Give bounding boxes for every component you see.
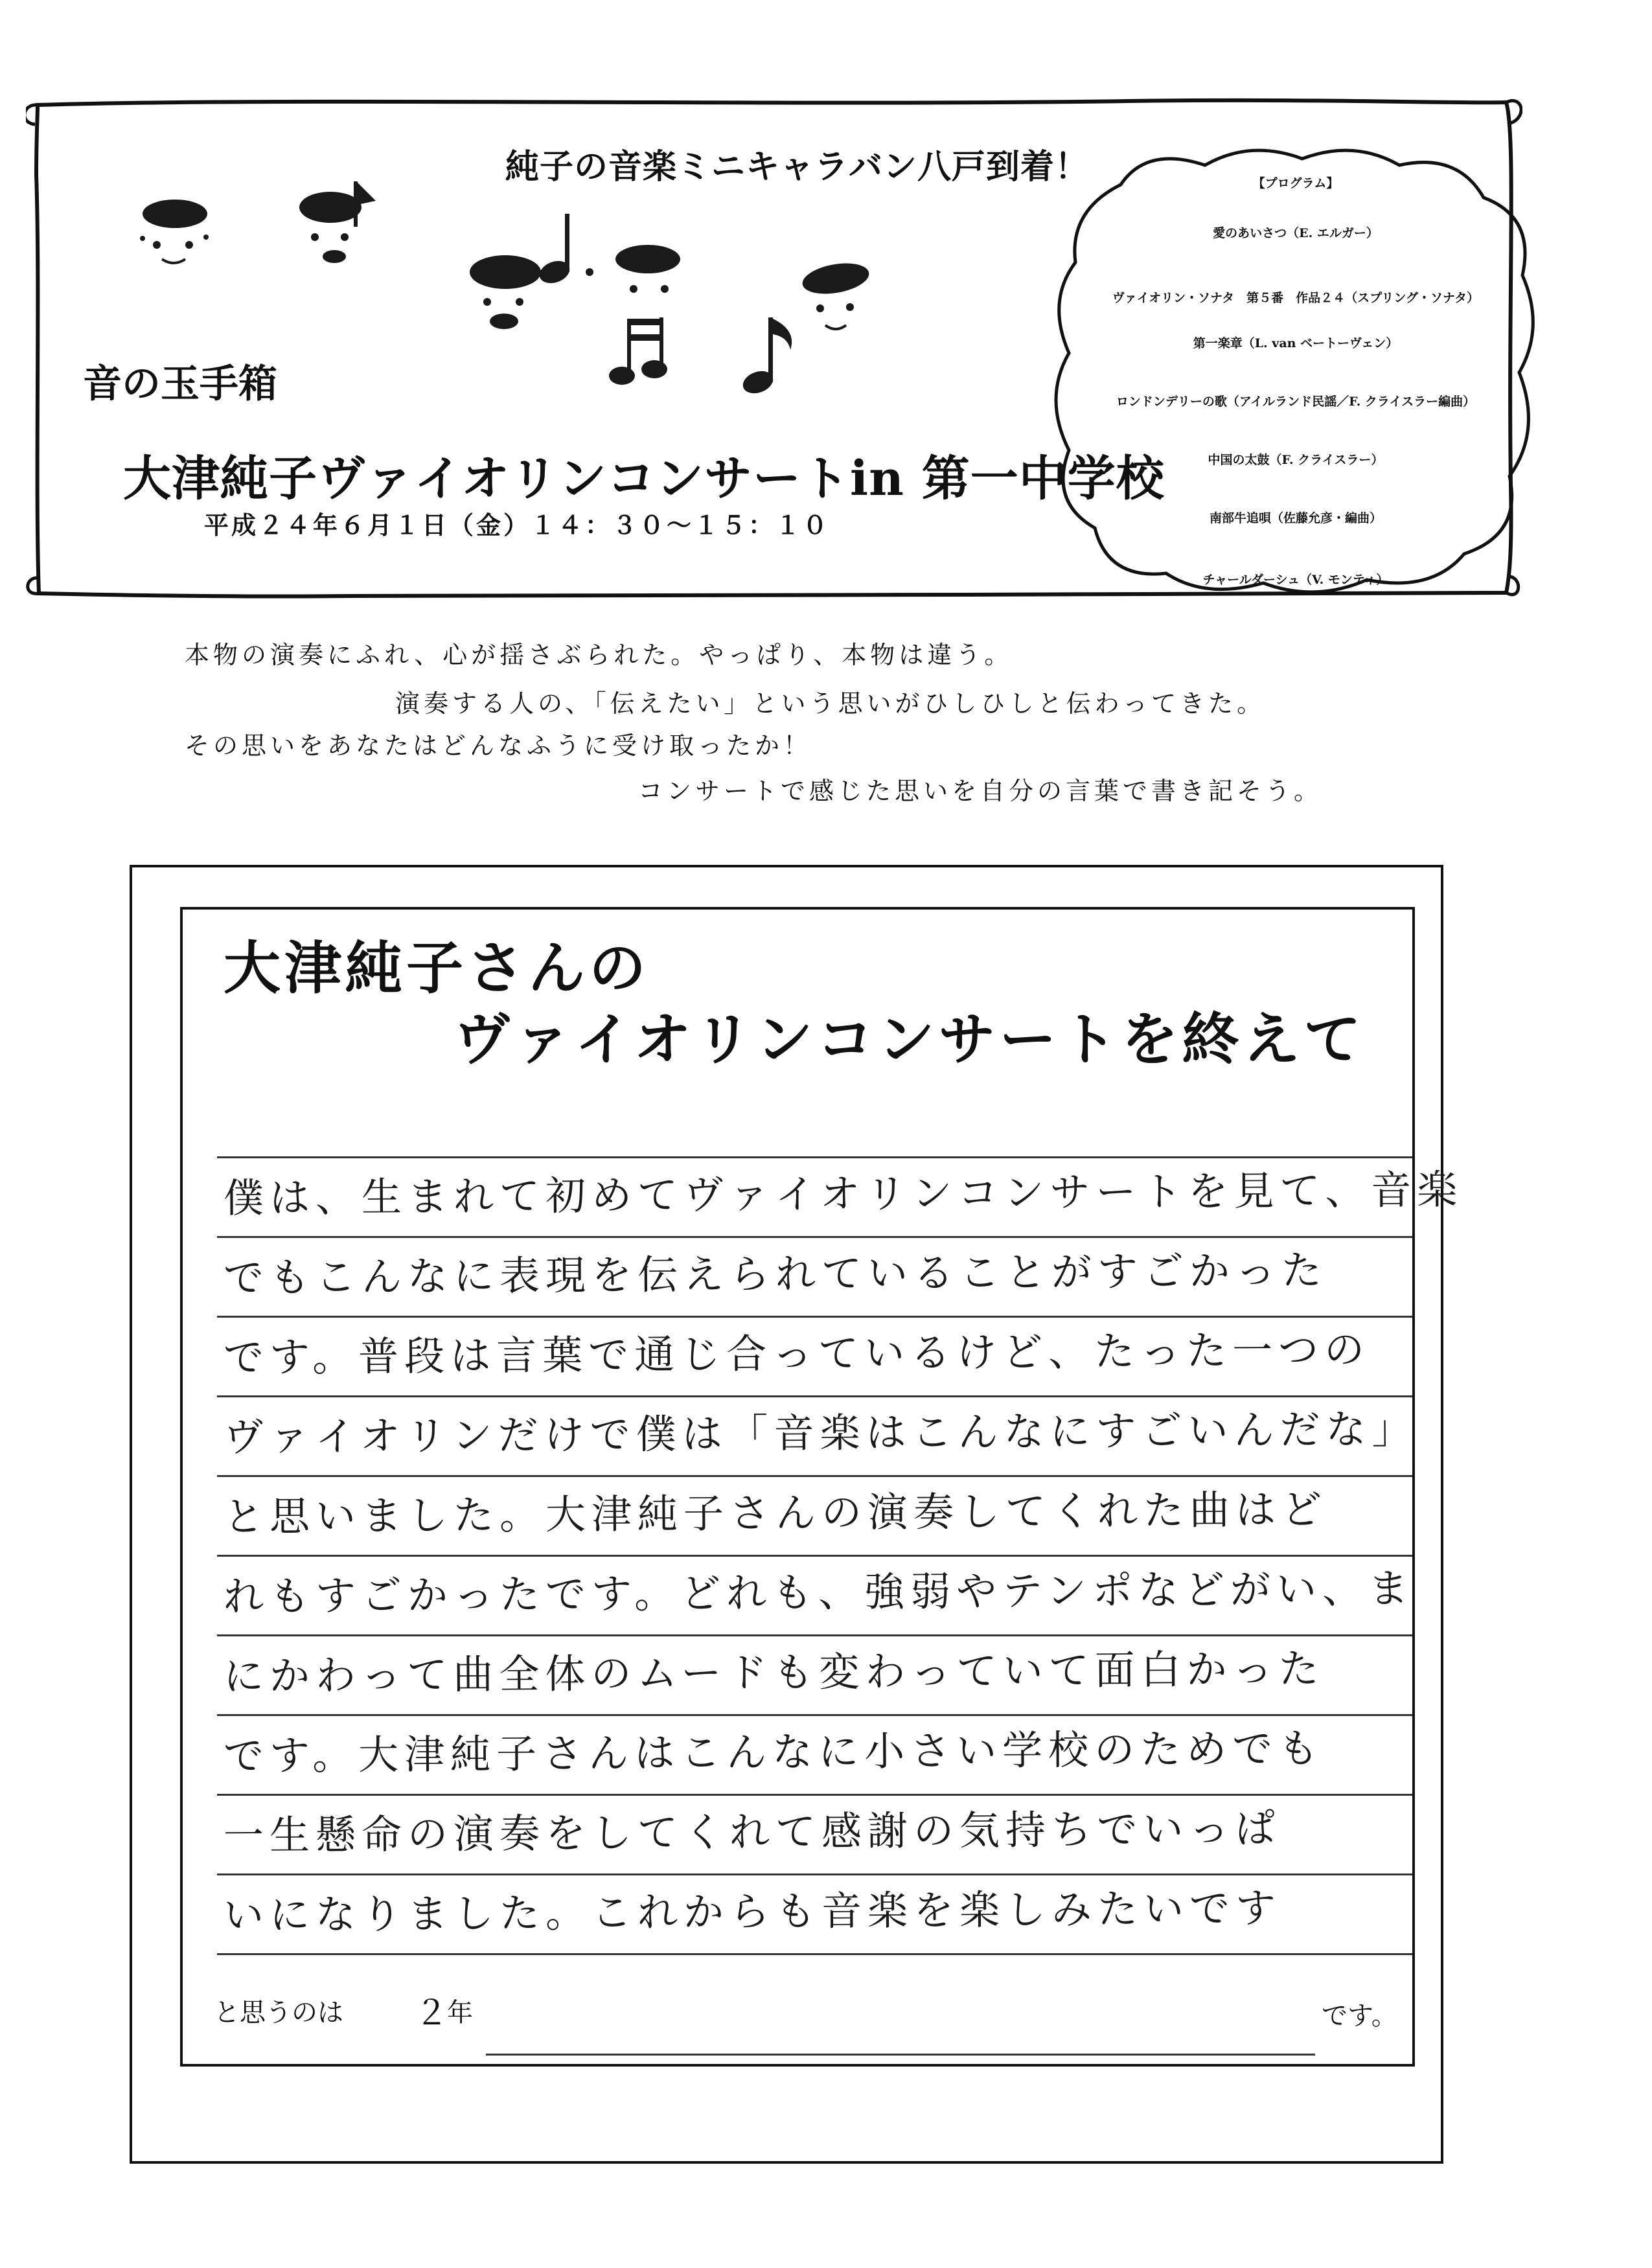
music-note-2-icon [609, 317, 667, 385]
grade-unit: 年 [447, 1998, 473, 2028]
ruled-line [217, 1316, 1412, 1318]
child-face-3 [470, 255, 541, 329]
handwritten-line: いになりました。これからも音楽を楽しみたいです [223, 1886, 1282, 1938]
intro-line: 本物の演奏にふれ、心が揺さぶられた。やっぱり、本物は違う。 [185, 641, 1013, 669]
program-item: チャールダーシュ（V. モンティ） [1202, 573, 1389, 587]
music-note-1-icon [536, 214, 593, 287]
series-title: 音の玉手箱 [83, 361, 277, 407]
handwritten-line: でもこんなに表現を伝えられていることがすごかった [223, 1249, 1328, 1301]
footer-prefix: と思うのは [214, 1998, 343, 2028]
ruled-line [217, 1555, 1412, 1557]
form-title-line2: ヴァイオリンコンサートを終えて [453, 1006, 1365, 1073]
ruled-line [217, 1236, 1412, 1238]
handwritten-line: にかわって曲全体のムードも変わっていて面白かった [223, 1647, 1325, 1699]
grade-value: ２ [415, 1995, 449, 2032]
music-note-3-icon [740, 317, 792, 397]
child-face-5 [800, 258, 871, 329]
program-item: 愛のあいさつ（E. エルガー） [1213, 226, 1379, 240]
ruled-line [217, 1953, 1412, 1955]
child-face-2 [299, 181, 376, 263]
handwritten-line: ヴァイオリンだけで僕は「音楽はこんなにすごいんだな」 [223, 1408, 1418, 1460]
form-title-line1: 大津純子さんの [224, 935, 650, 1002]
program-item: ロンドンデリーの歌（アイルランド民謡／F. クライスラー編曲） [1116, 395, 1476, 409]
intro-line: その思いをあなたはどんなふうに受け取ったか！ [185, 731, 812, 760]
handwritten-line: です。普段は言葉で通じ合っているけど、たった一つの [223, 1328, 1371, 1380]
program-item: 南部牛追唄（佐藤允彦・編曲） [1209, 511, 1382, 525]
intro-line: コンサートで感じた思いを自分の言葉で書き記そう。 [638, 777, 1323, 805]
ruled-line [217, 1475, 1412, 1477]
handwritten-line: です。大津純子さんはこんなに小さい学校のためでも [223, 1727, 1325, 1779]
program-item: 中国の太鼓（F. クライスラー） [1208, 453, 1384, 467]
program-cloud-frame [1043, 139, 1545, 602]
ruled-line [217, 1714, 1412, 1716]
child-face-1 [140, 200, 209, 263]
ruled-line [217, 1634, 1412, 1636]
program-heading: 【プログラム】 [1252, 176, 1339, 190]
name-underline [486, 2054, 1315, 2056]
concert-title: 大津純子ヴァイオリンコンサートin 第一中学校 [123, 451, 1165, 507]
ruled-line [217, 1156, 1412, 1158]
program-item: ヴァイオリン・ソナタ 第５番 作品２４（スプリング・ソナタ） [1112, 291, 1480, 305]
child-face-4 [615, 245, 680, 293]
intro-line: 演奏する人の、「伝えたい」という思いがひしひしと伝わってきた。 [395, 689, 1266, 718]
footer-suffix: です。 [1322, 2001, 1397, 2031]
event-title: 純子の音楽ミニキャラバン八戸到着！ [505, 147, 1090, 187]
stamped-faces-illustration [117, 175, 1024, 434]
ruled-line [217, 1794, 1412, 1796]
ruled-line [217, 1873, 1412, 1875]
concert-datetime: 平成２４年６月１日（金）１４：３０～１５：１０ [204, 511, 831, 540]
handwritten-line: れもすごかったです。どれも、強弱やテンポなどがい、ま [223, 1567, 1415, 1620]
handwritten-line: 僕は、生まれて初めてヴァイオリンコンサートを見て、音楽 [223, 1168, 1463, 1221]
program-item: 第一楽章（L. van ベートーヴェン） [1193, 336, 1399, 350]
handwritten-line: と思いました。大津純子さんの演奏してくれた曲はど [223, 1488, 1328, 1540]
ruled-line [217, 1395, 1412, 1397]
handwritten-line: 一生懸命の演奏をしてくれて感謝の気持ちでいっぱ [223, 1807, 1281, 1859]
